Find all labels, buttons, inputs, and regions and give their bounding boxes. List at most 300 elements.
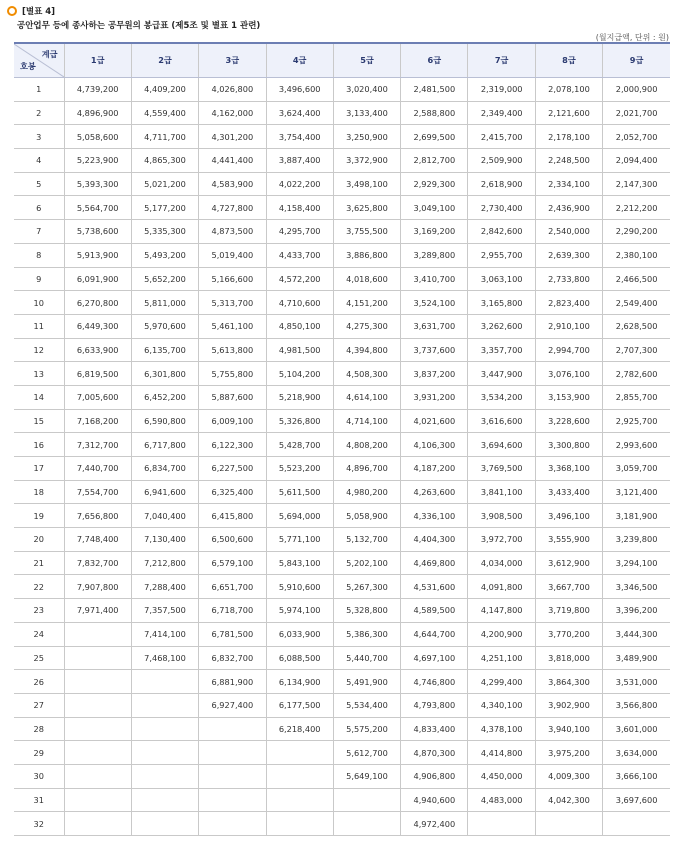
salary-cell: 2,349,400 bbox=[468, 101, 535, 125]
salary-cell: 4,559,400 bbox=[131, 101, 198, 125]
salary-cell: 3,624,400 bbox=[266, 101, 333, 125]
salary-cell: 6,590,800 bbox=[131, 409, 198, 433]
salary-cell: 2,549,400 bbox=[603, 291, 670, 315]
salary-cell: 5,021,200 bbox=[131, 172, 198, 196]
table-row bbox=[14, 693, 670, 717]
salary-cell: 3,076,100 bbox=[535, 362, 602, 386]
salary-cell: 4,833,400 bbox=[401, 717, 468, 741]
table-row bbox=[14, 528, 670, 552]
salary-cell bbox=[333, 812, 400, 836]
salary-cell: 2,380,100 bbox=[603, 243, 670, 267]
salary-cell: 4,042,300 bbox=[535, 788, 602, 812]
salary-cell: 4,873,500 bbox=[199, 220, 266, 244]
salary-cell: 3,133,400 bbox=[333, 101, 400, 125]
salary-cell: 4,531,600 bbox=[401, 575, 468, 599]
table-body bbox=[14, 78, 670, 836]
salary-cell: 6,781,500 bbox=[199, 622, 266, 646]
salary-cell: 3,755,500 bbox=[333, 220, 400, 244]
salary-cell: 2,993,600 bbox=[603, 433, 670, 457]
salary-cell: 4,793,800 bbox=[401, 693, 468, 717]
salary-cell: 3,346,500 bbox=[603, 575, 670, 599]
salary-cell: 4,158,400 bbox=[266, 196, 333, 220]
salary-cell: 3,902,900 bbox=[535, 693, 602, 717]
salary-cell: 5,611,500 bbox=[266, 480, 333, 504]
salary-cell: 2,212,200 bbox=[603, 196, 670, 220]
salary-cell: 4,299,400 bbox=[468, 670, 535, 694]
salary-cell: 4,697,100 bbox=[401, 646, 468, 670]
salary-cell: 6,177,500 bbox=[266, 693, 333, 717]
salary-cell: 5,523,200 bbox=[266, 457, 333, 481]
salary-cell: 6,270,800 bbox=[64, 291, 131, 315]
table-row bbox=[14, 670, 670, 694]
salary-cell: 3,769,500 bbox=[468, 457, 535, 481]
table-row bbox=[14, 812, 670, 836]
salary-cell: 3,239,800 bbox=[603, 528, 670, 552]
salary-cell: 2,842,600 bbox=[468, 220, 535, 244]
salary-cell: 7,440,700 bbox=[64, 457, 131, 481]
table-row bbox=[14, 267, 670, 291]
table-row bbox=[14, 575, 670, 599]
salary-cell: 4,151,200 bbox=[333, 291, 400, 315]
step-cell: 20 bbox=[14, 528, 64, 552]
salary-cell: 3,719,800 bbox=[535, 599, 602, 623]
salary-cell: 3,433,400 bbox=[535, 480, 602, 504]
step-cell: 22 bbox=[14, 575, 64, 599]
salary-cell: 6,009,100 bbox=[199, 409, 266, 433]
salary-cell: 5,974,100 bbox=[266, 599, 333, 623]
appendix-tag: [별표 4] bbox=[22, 7, 56, 17]
salary-cell: 5,493,200 bbox=[131, 243, 198, 267]
salary-cell: 2,094,400 bbox=[603, 149, 670, 173]
salary-cell: 4,711,700 bbox=[131, 125, 198, 149]
salary-cell: 2,121,600 bbox=[535, 101, 602, 125]
salary-cell: 2,782,600 bbox=[603, 362, 670, 386]
salary-cell: 4,714,100 bbox=[333, 409, 400, 433]
salary-cell: 4,295,700 bbox=[266, 220, 333, 244]
salary-cell: 2,436,900 bbox=[535, 196, 602, 220]
salary-cell: 3,153,900 bbox=[535, 385, 602, 409]
table-row bbox=[14, 457, 670, 481]
salary-cell: 5,177,200 bbox=[131, 196, 198, 220]
salary-cell: 5,652,200 bbox=[131, 267, 198, 291]
salary-cell: 3,837,200 bbox=[401, 362, 468, 386]
salary-cell: 4,746,800 bbox=[401, 670, 468, 694]
salary-cell: 2,290,200 bbox=[603, 220, 670, 244]
salary-cell: 3,666,100 bbox=[603, 764, 670, 788]
salary-cell: 4,340,100 bbox=[468, 693, 535, 717]
column-header: 4급 bbox=[266, 43, 333, 78]
salary-cell: 4,404,300 bbox=[401, 528, 468, 552]
salary-cell: 2,248,500 bbox=[535, 149, 602, 173]
salary-cell: 4,441,400 bbox=[199, 149, 266, 173]
salary-cell: 5,843,100 bbox=[266, 551, 333, 575]
step-cell: 13 bbox=[14, 362, 64, 386]
salary-cell: 5,328,800 bbox=[333, 599, 400, 623]
salary-cell: 5,755,800 bbox=[199, 362, 266, 386]
salary-cell: 6,717,800 bbox=[131, 433, 198, 457]
salary-cell: 4,200,900 bbox=[468, 622, 535, 646]
salary-cell bbox=[64, 693, 131, 717]
step-cell: 9 bbox=[14, 267, 64, 291]
salary-cell: 2,466,500 bbox=[603, 267, 670, 291]
salary-cell: 3,697,600 bbox=[603, 788, 670, 812]
salary-cell: 2,994,700 bbox=[535, 338, 602, 362]
step-cell: 31 bbox=[14, 788, 64, 812]
step-cell: 25 bbox=[14, 646, 64, 670]
salary-cell: 3,294,100 bbox=[603, 551, 670, 575]
salary-cell: 5,132,700 bbox=[333, 528, 400, 552]
salary-cell: 7,357,500 bbox=[131, 599, 198, 623]
step-cell: 23 bbox=[14, 599, 64, 623]
salary-cell: 5,771,100 bbox=[266, 528, 333, 552]
salary-cell: 3,496,100 bbox=[535, 504, 602, 528]
salary-cell: 3,667,700 bbox=[535, 575, 602, 599]
salary-cell: 2,319,000 bbox=[468, 78, 535, 102]
salary-cell: 4,583,900 bbox=[199, 172, 266, 196]
salary-cell bbox=[131, 812, 198, 836]
salary-cell: 6,415,800 bbox=[199, 504, 266, 528]
salary-cell: 5,218,900 bbox=[266, 385, 333, 409]
table-row bbox=[14, 480, 670, 504]
salary-cell: 4,450,000 bbox=[468, 764, 535, 788]
table-row bbox=[14, 385, 670, 409]
salary-cell: 3,396,200 bbox=[603, 599, 670, 623]
salary-cell: 4,009,300 bbox=[535, 764, 602, 788]
column-header: 6급 bbox=[401, 43, 468, 78]
salary-cell: 4,433,700 bbox=[266, 243, 333, 267]
salary-cell: 4,865,300 bbox=[131, 149, 198, 173]
salary-cell: 5,202,100 bbox=[333, 551, 400, 575]
salary-cell: 4,896,700 bbox=[333, 457, 400, 481]
salary-cell: 5,694,000 bbox=[266, 504, 333, 528]
salary-cell: 4,980,200 bbox=[333, 480, 400, 504]
unit-note: (월지급액, 단위 : 원) bbox=[595, 33, 669, 42]
salary-cell bbox=[535, 812, 602, 836]
salary-cell: 6,941,600 bbox=[131, 480, 198, 504]
salary-cell: 4,644,700 bbox=[401, 622, 468, 646]
salary-cell: 3,975,200 bbox=[535, 741, 602, 765]
salary-cell: 7,312,700 bbox=[64, 433, 131, 457]
step-cell: 8 bbox=[14, 243, 64, 267]
salary-cell bbox=[131, 670, 198, 694]
table-row bbox=[14, 78, 670, 102]
column-header: 1급 bbox=[64, 43, 131, 78]
salary-cell: 5,970,600 bbox=[131, 314, 198, 338]
salary-cell: 6,881,900 bbox=[199, 670, 266, 694]
table-row bbox=[14, 551, 670, 575]
salary-cell: 3,612,900 bbox=[535, 551, 602, 575]
salary-cell: 6,088,500 bbox=[266, 646, 333, 670]
salary-cell: 4,414,800 bbox=[468, 741, 535, 765]
salary-cell: 5,428,700 bbox=[266, 433, 333, 457]
table-row bbox=[14, 101, 670, 125]
step-cell: 12 bbox=[14, 338, 64, 362]
step-cell: 18 bbox=[14, 480, 64, 504]
salary-cell bbox=[603, 812, 670, 836]
salary-cell: 2,078,100 bbox=[535, 78, 602, 102]
salary-cell: 4,808,200 bbox=[333, 433, 400, 457]
salary-cell bbox=[199, 717, 266, 741]
step-cell: 16 bbox=[14, 433, 64, 457]
salary-cell: 2,855,700 bbox=[603, 385, 670, 409]
salary-cell: 3,864,300 bbox=[535, 670, 602, 694]
salary-cell: 2,925,700 bbox=[603, 409, 670, 433]
salary-cell: 2,540,000 bbox=[535, 220, 602, 244]
salary-cell: 2,618,900 bbox=[468, 172, 535, 196]
salary-cell: 4,394,800 bbox=[333, 338, 400, 362]
salary-cell: 4,275,300 bbox=[333, 314, 400, 338]
salary-cell: 4,870,300 bbox=[401, 741, 468, 765]
salary-cell: 4,727,800 bbox=[199, 196, 266, 220]
salary-cell: 2,000,900 bbox=[603, 78, 670, 102]
salary-cell: 7,832,700 bbox=[64, 551, 131, 575]
column-header: 7급 bbox=[468, 43, 535, 78]
salary-cell: 5,887,600 bbox=[199, 385, 266, 409]
salary-cell: 3,498,100 bbox=[333, 172, 400, 196]
step-cell: 28 bbox=[14, 717, 64, 741]
salary-cell bbox=[199, 788, 266, 812]
salary-cell: 7,005,600 bbox=[64, 385, 131, 409]
salary-cell: 3,534,200 bbox=[468, 385, 535, 409]
salary-cell: 6,218,400 bbox=[266, 717, 333, 741]
salary-cell: 3,447,900 bbox=[468, 362, 535, 386]
step-cell: 26 bbox=[14, 670, 64, 694]
salary-cell: 5,738,600 bbox=[64, 220, 131, 244]
table-row bbox=[14, 149, 670, 173]
salary-cell: 3,631,700 bbox=[401, 314, 468, 338]
salary-cell: 3,770,200 bbox=[535, 622, 602, 646]
salary-cell: 6,832,700 bbox=[199, 646, 266, 670]
salary-cell: 6,579,100 bbox=[199, 551, 266, 575]
salary-cell: 7,554,700 bbox=[64, 480, 131, 504]
salary-cell bbox=[266, 812, 333, 836]
salary-cell bbox=[64, 812, 131, 836]
salary-cell: 4,972,400 bbox=[401, 812, 468, 836]
salary-cell: 4,940,600 bbox=[401, 788, 468, 812]
corner-cell bbox=[14, 43, 64, 78]
salary-cell: 7,212,800 bbox=[131, 551, 198, 575]
table-row bbox=[14, 338, 670, 362]
salary-cell: 4,614,100 bbox=[333, 385, 400, 409]
salary-cell: 4,739,200 bbox=[64, 78, 131, 102]
salary-cell: 3,625,800 bbox=[333, 196, 400, 220]
salary-cell: 3,372,900 bbox=[333, 149, 400, 173]
salary-cell: 4,710,600 bbox=[266, 291, 333, 315]
salary-cell: 5,564,700 bbox=[64, 196, 131, 220]
salary-cell: 7,468,100 bbox=[131, 646, 198, 670]
table-row bbox=[14, 433, 670, 457]
salary-cell: 7,288,400 bbox=[131, 575, 198, 599]
salary-cell: 5,575,200 bbox=[333, 717, 400, 741]
salary-cell: 4,336,100 bbox=[401, 504, 468, 528]
salary-cell: 3,908,500 bbox=[468, 504, 535, 528]
salary-cell: 3,262,600 bbox=[468, 314, 535, 338]
salary-cell: 3,886,800 bbox=[333, 243, 400, 267]
salary-cell: 4,106,300 bbox=[401, 433, 468, 457]
salary-cell: 6,927,400 bbox=[199, 693, 266, 717]
salary-cell: 3,181,900 bbox=[603, 504, 670, 528]
step-cell: 10 bbox=[14, 291, 64, 315]
salary-cell: 2,707,300 bbox=[603, 338, 670, 362]
salary-cell: 3,601,000 bbox=[603, 717, 670, 741]
salary-cell: 3,555,900 bbox=[535, 528, 602, 552]
step-cell: 1 bbox=[14, 78, 64, 102]
salary-cell: 4,981,500 bbox=[266, 338, 333, 362]
corner-step-label: 호봉 bbox=[20, 61, 36, 71]
salary-cell: 5,461,100 bbox=[199, 314, 266, 338]
salary-cell: 5,223,900 bbox=[64, 149, 131, 173]
salary-cell: 2,147,300 bbox=[603, 172, 670, 196]
salary-cell: 4,378,100 bbox=[468, 717, 535, 741]
document-header bbox=[7, 4, 260, 31]
salary-cell: 6,500,600 bbox=[199, 528, 266, 552]
salary-cell: 4,896,900 bbox=[64, 101, 131, 125]
salary-cell: 6,449,300 bbox=[64, 314, 131, 338]
salary-cell: 2,730,400 bbox=[468, 196, 535, 220]
salary-cell: 4,034,000 bbox=[468, 551, 535, 575]
step-cell: 21 bbox=[14, 551, 64, 575]
salary-cell: 2,481,500 bbox=[401, 78, 468, 102]
salary-cell: 4,508,300 bbox=[333, 362, 400, 386]
table-row bbox=[14, 125, 670, 149]
table-row bbox=[14, 622, 670, 646]
salary-cell bbox=[199, 812, 266, 836]
salary-cell: 3,165,800 bbox=[468, 291, 535, 315]
salary-cell: 2,955,700 bbox=[468, 243, 535, 267]
step-cell: 7 bbox=[14, 220, 64, 244]
step-cell: 27 bbox=[14, 693, 64, 717]
step-cell: 2 bbox=[14, 101, 64, 125]
salary-cell: 4,469,800 bbox=[401, 551, 468, 575]
salary-cell: 2,415,700 bbox=[468, 125, 535, 149]
salary-cell: 2,812,700 bbox=[401, 149, 468, 173]
salary-cell: 7,414,100 bbox=[131, 622, 198, 646]
salary-cell: 5,613,800 bbox=[199, 338, 266, 362]
salary-cell bbox=[199, 764, 266, 788]
salary-cell: 5,910,600 bbox=[266, 575, 333, 599]
step-cell: 17 bbox=[14, 457, 64, 481]
column-header: 3급 bbox=[199, 43, 266, 78]
salary-cell: 3,887,400 bbox=[266, 149, 333, 173]
salary-cell: 5,393,300 bbox=[64, 172, 131, 196]
salary-cell: 3,531,000 bbox=[603, 670, 670, 694]
salary-cell bbox=[131, 717, 198, 741]
salary-cell: 6,134,900 bbox=[266, 670, 333, 694]
salary-cell: 4,021,600 bbox=[401, 409, 468, 433]
salary-cell: 3,694,600 bbox=[468, 433, 535, 457]
table-row bbox=[14, 788, 670, 812]
salary-cell bbox=[64, 741, 131, 765]
salary-cell: 5,267,300 bbox=[333, 575, 400, 599]
step-cell: 19 bbox=[14, 504, 64, 528]
table-row bbox=[14, 314, 670, 338]
salary-cell: 2,910,100 bbox=[535, 314, 602, 338]
column-header: 5급 bbox=[333, 43, 400, 78]
salary-cell: 5,058,900 bbox=[333, 504, 400, 528]
salary-cell: 2,628,500 bbox=[603, 314, 670, 338]
salary-cell: 3,940,100 bbox=[535, 717, 602, 741]
salary-cell: 3,063,100 bbox=[468, 267, 535, 291]
salary-cell bbox=[266, 764, 333, 788]
salary-cell: 6,651,700 bbox=[199, 575, 266, 599]
salary-cell: 4,589,500 bbox=[401, 599, 468, 623]
salary-cell: 3,049,100 bbox=[401, 196, 468, 220]
salary-cell bbox=[64, 670, 131, 694]
salary-cell bbox=[131, 693, 198, 717]
salary-cell: 6,301,800 bbox=[131, 362, 198, 386]
salary-cell: 5,166,600 bbox=[199, 267, 266, 291]
salary-cell: 5,612,700 bbox=[333, 741, 400, 765]
step-cell: 5 bbox=[14, 172, 64, 196]
salary-cell: 3,357,700 bbox=[468, 338, 535, 362]
salary-cell: 7,130,400 bbox=[131, 528, 198, 552]
salary-cell: 5,335,300 bbox=[131, 220, 198, 244]
salary-cell: 5,313,700 bbox=[199, 291, 266, 315]
salary-cell: 3,300,800 bbox=[535, 433, 602, 457]
salary-cell: 4,483,000 bbox=[468, 788, 535, 812]
table-row bbox=[14, 362, 670, 386]
salary-cell: 6,033,900 bbox=[266, 622, 333, 646]
salary-cell: 3,169,200 bbox=[401, 220, 468, 244]
salary-cell: 5,386,300 bbox=[333, 622, 400, 646]
salary-cell: 5,019,400 bbox=[199, 243, 266, 267]
step-cell: 29 bbox=[14, 741, 64, 765]
salary-cell: 4,026,800 bbox=[199, 78, 266, 102]
salary-cell: 5,326,800 bbox=[266, 409, 333, 433]
salary-cell bbox=[131, 788, 198, 812]
salary-cell bbox=[64, 717, 131, 741]
salary-cell: 4,251,100 bbox=[468, 646, 535, 670]
salary-cell: 4,301,200 bbox=[199, 125, 266, 149]
salary-cell: 2,733,800 bbox=[535, 267, 602, 291]
salary-cell bbox=[333, 788, 400, 812]
salary-cell bbox=[131, 741, 198, 765]
salary-cell: 6,135,700 bbox=[131, 338, 198, 362]
corner-rank-label: 계급 bbox=[41, 49, 58, 59]
salary-cell: 2,823,400 bbox=[535, 291, 602, 315]
salary-cell: 7,971,400 bbox=[64, 599, 131, 623]
salary-cell: 5,649,100 bbox=[333, 764, 400, 788]
table-row bbox=[14, 172, 670, 196]
salary-cell bbox=[131, 764, 198, 788]
step-cell: 30 bbox=[14, 764, 64, 788]
salary-cell: 3,489,900 bbox=[603, 646, 670, 670]
salary-cell: 3,634,000 bbox=[603, 741, 670, 765]
salary-cell: 4,906,800 bbox=[401, 764, 468, 788]
salary-cell: 5,058,600 bbox=[64, 125, 131, 149]
table-header-row bbox=[14, 43, 670, 78]
column-header: 8급 bbox=[535, 43, 602, 78]
step-cell: 4 bbox=[14, 149, 64, 173]
salary-cell: 3,566,800 bbox=[603, 693, 670, 717]
step-cell: 3 bbox=[14, 125, 64, 149]
salary-cell: 4,018,600 bbox=[333, 267, 400, 291]
salary-cell: 3,289,800 bbox=[401, 243, 468, 267]
salary-cell: 3,368,100 bbox=[535, 457, 602, 481]
salary-cell: 7,748,400 bbox=[64, 528, 131, 552]
salary-cell bbox=[64, 622, 131, 646]
salary-cell: 3,410,700 bbox=[401, 267, 468, 291]
step-cell: 14 bbox=[14, 385, 64, 409]
salary-cell bbox=[199, 741, 266, 765]
salary-cell: 5,491,900 bbox=[333, 670, 400, 694]
step-cell: 11 bbox=[14, 314, 64, 338]
salary-cell: 2,639,300 bbox=[535, 243, 602, 267]
salary-cell: 7,656,800 bbox=[64, 504, 131, 528]
salary-cell: 4,022,200 bbox=[266, 172, 333, 196]
salary-cell bbox=[64, 764, 131, 788]
salary-cell: 3,754,400 bbox=[266, 125, 333, 149]
